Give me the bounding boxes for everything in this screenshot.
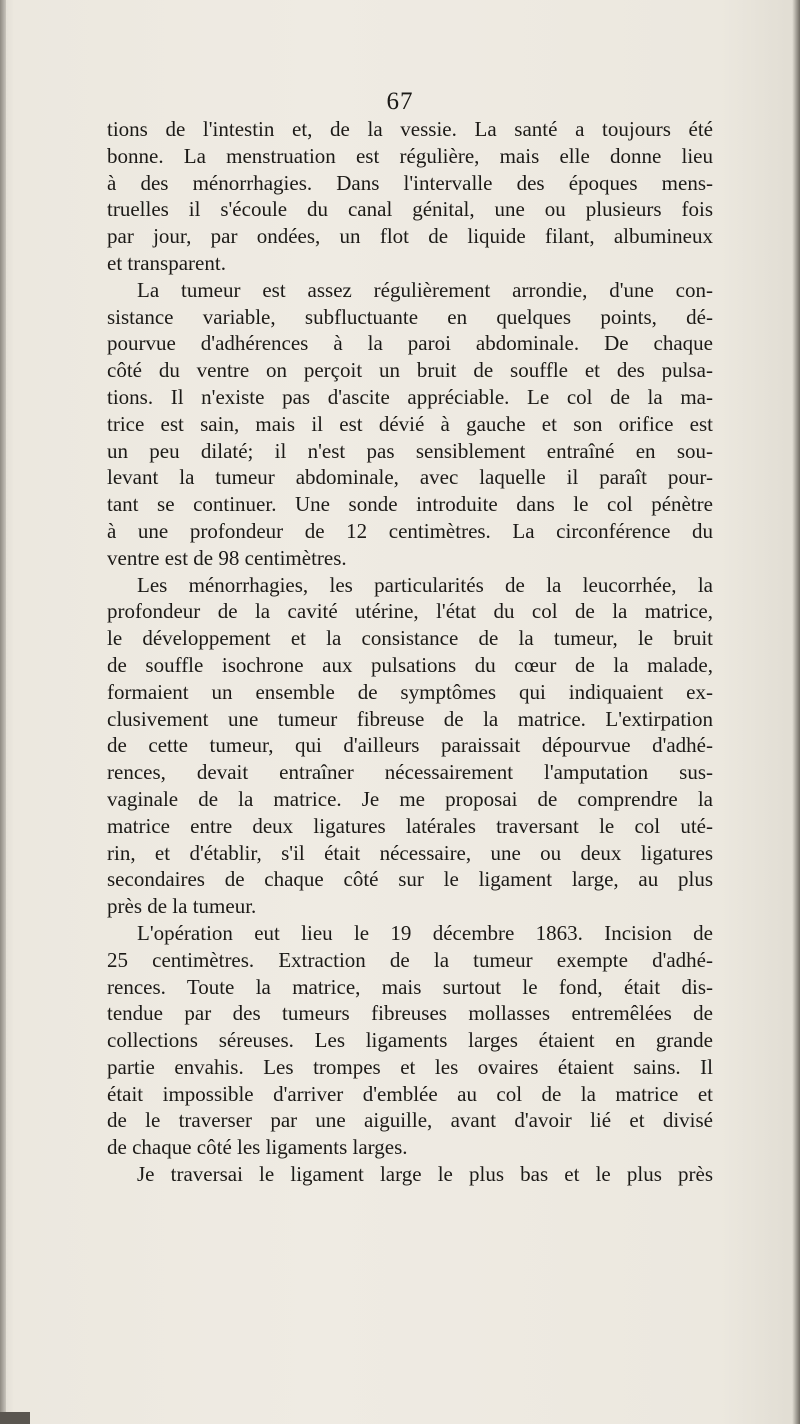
text-line: à une profondeur de 12 centimètres. La circonférence du (107, 518, 713, 543)
page-number: 67 (386, 88, 414, 115)
text-line: à des ménorrhagies. Dans l'intervalle des époques mens- (107, 170, 713, 195)
text-line: Je traversai le ligament large le plus bas et le plus près (137, 1162, 713, 1187)
text-line: truelles il s'écoule du canal génital, une ou plusieurs fois (107, 197, 713, 222)
text-line: rences. Toute la matrice, mais surtout le fond, était dis- (107, 974, 713, 999)
text-line: rences, devait entraîner nécessairement l'amputation sus- (107, 760, 713, 785)
text-line: ventre est de 98 centimètres. (107, 545, 347, 570)
text-line: 25 centimètres. Extraction de la tumeur exempte d'adhé- (107, 947, 713, 972)
text-line: rin, et d'établir, s'il était nécessaire, une ou deux ligatures (107, 840, 713, 865)
text-line: pourvue d'adhérences à la paroi abdominale. De chaque (107, 331, 713, 356)
text-line: Les ménorrhagies, les particularités de la leucorrhée, la (137, 572, 713, 597)
text-line: partie envahis. Les trompes et les ovaires étaient sains. Il (107, 1054, 713, 1079)
text-line: formaient un ensemble de symptômes qui indiquaient ex- (107, 679, 713, 704)
text-line: par jour, par ondées, un flot de liquide filant, albumineux (107, 224, 713, 249)
text-line: le développement et la consistance de la tumeur, le bruit (107, 626, 713, 651)
text-line: clusivement une tumeur fibreuse de la matrice. L'extirpation (107, 706, 713, 731)
text-line: et transparent. (107, 250, 226, 275)
body-text (107, 116, 713, 1188)
text-line: bonne. La menstruation est régulière, mais elle donne lieu (107, 143, 713, 168)
text-line: secondaires de chaque côté sur le ligament large, au plus (107, 867, 713, 892)
text-line: tions de l'intestin et, de la vessie. La santé a toujours été (107, 117, 713, 141)
page-binding-edge (0, 0, 6, 1424)
text-line: profondeur de la cavité utérine, l'état du col de la matrice, (107, 599, 713, 624)
page-corner-mark (0, 1412, 30, 1424)
text-line: de chaque côté les ligaments larges. (107, 1135, 408, 1160)
text-line: collections séreuses. Les ligaments larges étaient en grande (107, 1028, 713, 1053)
text-line: sistance variable, subfluctuante en quelques points, dé- (107, 304, 713, 329)
text-line: près de la tumeur. (107, 894, 257, 919)
text-line: matrice entre deux ligatures latérales traversant le col uté- (107, 813, 713, 838)
text-line: tions. Il n'existe pas d'ascite appréciable. Le col de la ma- (107, 384, 713, 409)
text-line: levant la tumeur abdominale, avec laquelle il paraît pour- (107, 465, 713, 490)
text-line: un peu dilaté; il n'est pas sensiblement entraîné en sou- (107, 438, 713, 463)
text-line: trice est sain, mais il est dévié à gauche et son orifice est (107, 411, 713, 436)
text-line: tendue par des tumeurs fibreuses mollasses entremêlées de (107, 1001, 713, 1026)
text-line: tant se continuer. Une sonde introduite dans le col pénètre (107, 492, 713, 517)
text-line: de le traverser par une aiguille, avant d'avoir lié et divisé (107, 1108, 713, 1133)
page-outer-edge (792, 0, 800, 1424)
text-line: de cette tumeur, qui d'ailleurs paraissait dépourvue d'adhé- (107, 733, 713, 758)
text-line: L'opération eut lieu le 19 décembre 1863. Incision de (137, 920, 713, 945)
text-line: de souffle isochrone aux pulsations du cœur de la malade, (107, 652, 713, 677)
text-line: côté du ventre on perçoit un bruit de souffle et des pulsa- (107, 358, 713, 383)
text-line: était impossible d'arriver d'emblée au col de la matrice et (107, 1081, 713, 1106)
text-line: La tumeur est assez régulièrement arrondie, d'une con- (137, 277, 713, 302)
text-line: vaginale de la matrice. Je me proposai de comprendre la (107, 786, 713, 811)
